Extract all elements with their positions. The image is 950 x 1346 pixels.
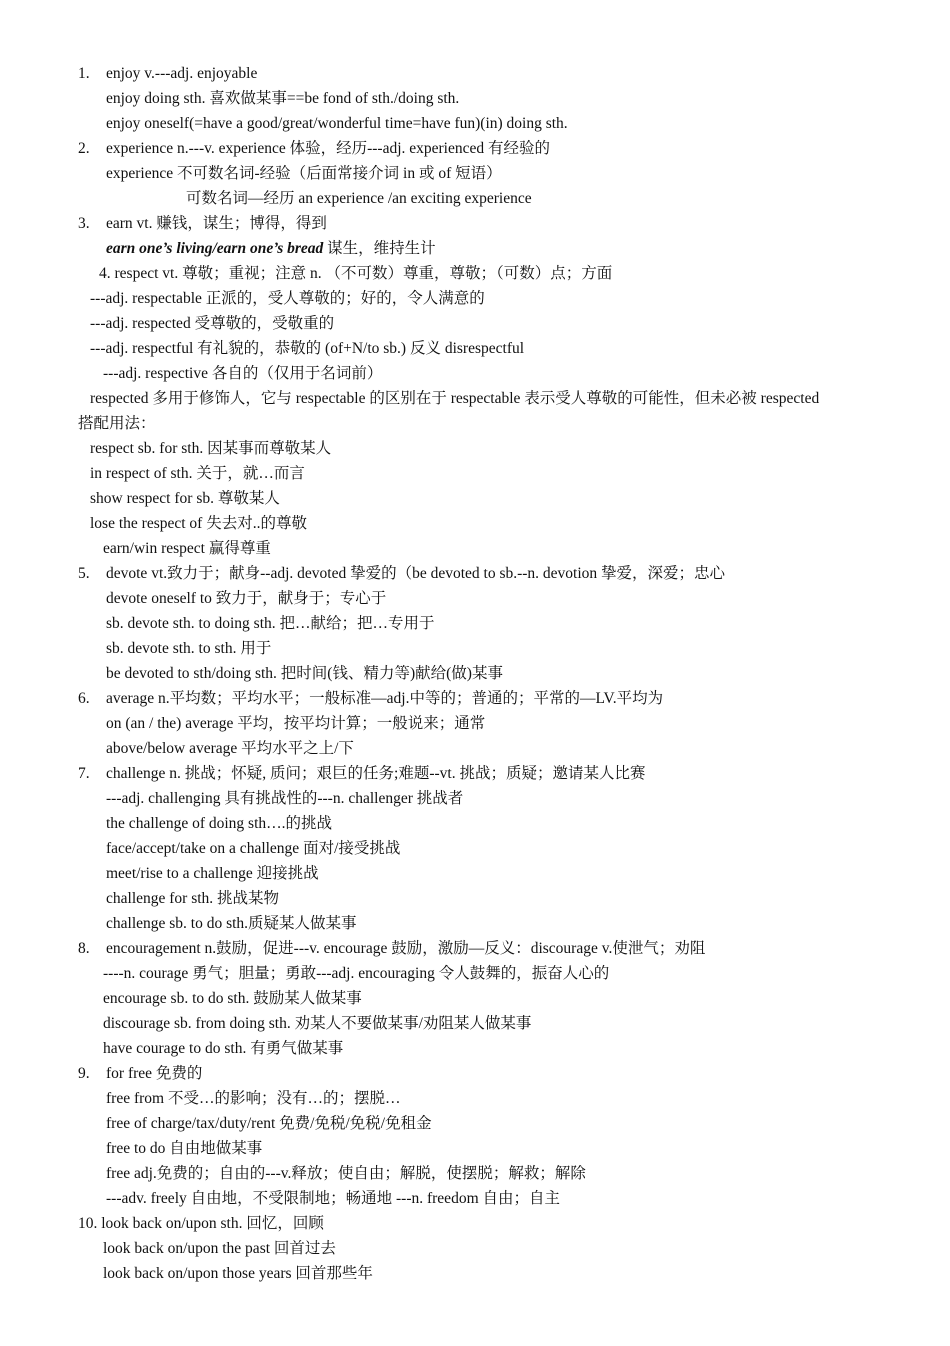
text-line bbox=[0, 736, 950, 761]
line-text: sb. devote sth. to doing sth. 把…献给；把…专用于 bbox=[106, 615, 435, 632]
line-text: respect sb. for sth. 因某事而尊敬某人 bbox=[90, 440, 332, 457]
line-text: earn/win respect 赢得尊重 bbox=[103, 540, 271, 557]
text-line bbox=[0, 411, 950, 436]
line-text: ---adv. freely 自由地，不受限制地；畅通地 ---n. freedom 自由；自主 bbox=[106, 1190, 560, 1207]
text-line bbox=[0, 161, 950, 186]
line-text: enjoy oneself(=have a good/great/wonderful time=have fun)(in) doing sth. bbox=[106, 115, 568, 132]
line-text: ---adj. respectful 有礼貌的，恭敬的 (of+N/to sb.) 反义 disrespectful bbox=[90, 340, 525, 357]
line-text: enjoy doing sth. 喜欢做某事==be fond of sth./doing sth. bbox=[106, 90, 460, 107]
line-text: look back on/upon the past 回首过去 bbox=[103, 1240, 336, 1257]
text-line bbox=[0, 1236, 950, 1261]
text-line bbox=[0, 1161, 950, 1186]
text-line bbox=[0, 486, 950, 511]
text-line bbox=[0, 986, 950, 1011]
line-text: encouragement n.鼓励，促进---v. encourage 鼓励，激励—反义：discourage v.使泄气；劝阻 bbox=[106, 940, 706, 957]
text-line bbox=[0, 1261, 950, 1286]
line-text: ---adj. challenging 具有挑战性的---n. challenger 挑战者 bbox=[106, 790, 464, 807]
line-text: challenge for sth. 挑战某物 bbox=[106, 890, 280, 907]
line-text: encourage sb. to do sth. 鼓励某人做某事 bbox=[103, 990, 362, 1007]
item-number: 3. bbox=[78, 215, 90, 232]
text-line bbox=[0, 286, 950, 311]
line-text: free to do 自由地做某事 bbox=[106, 1140, 263, 1157]
text-line bbox=[0, 961, 950, 986]
emphasized-phrase: earn one’s living/earn one’s bread bbox=[106, 240, 324, 257]
line-text: the challenge of doing sth….的挑战 bbox=[106, 815, 332, 832]
text-line bbox=[0, 861, 950, 886]
text-line bbox=[0, 111, 950, 136]
line-text: enjoy v.---adj. enjoyable bbox=[106, 65, 258, 82]
line-text bbox=[106, 236, 436, 261]
line-text: devote vt.致力于；献身--adj. devoted 挚爱的（be devoted to sb.--n. devotion 挚爱，深爱；忠心 bbox=[106, 565, 726, 582]
text-line bbox=[0, 1211, 950, 1236]
line-text: sb. devote sth. to sth. 用于 bbox=[106, 640, 272, 657]
text-line bbox=[0, 636, 950, 661]
line-text: lose the respect of 失去对..的尊敬 bbox=[90, 515, 307, 532]
line-text: ---adj. respectable 正派的，受人尊敬的；好的，令人满意的 bbox=[90, 290, 485, 307]
line-text: look back on/upon those years 回首那些年 bbox=[103, 1265, 373, 1282]
line-text: earn vt. 赚钱，谋生；博得，得到 bbox=[106, 215, 327, 232]
line-text: be devoted to sth/doing sth. 把时间(钱、精力等)献给(做)某事 bbox=[106, 665, 503, 682]
text-line bbox=[0, 136, 950, 161]
text-line bbox=[0, 586, 950, 611]
text-line bbox=[0, 1036, 950, 1061]
line-text: devote oneself to 致力于，献身于；专心于 bbox=[106, 590, 387, 607]
line-text: discourage sb. from doing sth. 劝某人不要做某事/劝阻某人做某事 bbox=[103, 1015, 532, 1032]
line-text: 可数名词—经历 an experience /an exciting experience bbox=[186, 190, 532, 207]
line-text: free from 不受…的影响；没有…的；摆脱… bbox=[106, 1090, 401, 1107]
line-text: ----n. courage 勇气；胆量；勇敢---adj. encouraging 令人鼓舞的，振奋人心的 bbox=[103, 965, 610, 982]
line-text: 4. respect vt. 尊敬；重视；注意 n. （不可数）尊重，尊敬；（可数）点；方面 bbox=[99, 265, 613, 282]
item-number: 2. bbox=[78, 140, 90, 157]
text-line bbox=[0, 1011, 950, 1036]
line-text: face/accept/take on a challenge 面对/接受挑战 bbox=[106, 840, 401, 857]
text-line bbox=[0, 386, 950, 411]
line-text: on (an / the) average 平均，按平均计算；一般说来；通常 bbox=[106, 715, 486, 732]
text-line bbox=[0, 561, 950, 586]
line-text: experience 不可数名词-经验（后面常接介词 in 或 of 短语） bbox=[106, 165, 502, 182]
line-text: average n.平均数；平均水平；一般标准—adj.中等的；普通的；平常的—LV.平均为 bbox=[106, 690, 664, 707]
item-number: 5. bbox=[78, 565, 90, 582]
line-text: challenge n. 挑战；怀疑, 质问；艰巨的任务;难题--vt. 挑战；质疑；邀请某人比赛 bbox=[106, 765, 646, 782]
text-line bbox=[0, 1086, 950, 1111]
text-line bbox=[0, 886, 950, 911]
text-line bbox=[0, 336, 950, 361]
text-line bbox=[0, 211, 950, 236]
text-line bbox=[0, 436, 950, 461]
text-line bbox=[0, 236, 950, 261]
text-line bbox=[0, 461, 950, 486]
text-line bbox=[0, 936, 950, 961]
text-line bbox=[0, 811, 950, 836]
line-text: challenge sb. to do sth.质疑某人做某事 bbox=[106, 915, 357, 932]
item-number: 8. bbox=[78, 940, 90, 957]
item-number: 9. bbox=[78, 1065, 90, 1082]
line-text: in respect of sth. 关于，就…而言 bbox=[90, 465, 305, 482]
line-text: have courage to do sth. 有勇气做某事 bbox=[103, 1040, 344, 1057]
text-line bbox=[0, 661, 950, 686]
document-body bbox=[0, 61, 950, 1286]
phrase-meaning: 谋生，维持生计 bbox=[323, 240, 436, 257]
line-text: ---adj. respected 受尊敬的，受敬重的 bbox=[90, 315, 335, 332]
item-number: 1. bbox=[78, 65, 90, 82]
line-text: 10. look back on/upon sth. 回忆，回顾 bbox=[78, 1215, 324, 1232]
text-line bbox=[0, 1061, 950, 1086]
line-text: respected 多用于修饰人，它与 respectable 的区别在于 respectable 表示受人尊敬的可能性，但未必被 respected bbox=[90, 390, 820, 407]
text-line bbox=[0, 361, 950, 386]
text-line bbox=[0, 261, 950, 286]
text-line bbox=[0, 1111, 950, 1136]
line-text: experience n.---v. experience 体验，经历---adj. experienced 有经验的 bbox=[106, 140, 550, 157]
text-line bbox=[0, 686, 950, 711]
line-text: show respect for sb. 尊敬某人 bbox=[90, 490, 280, 507]
line-text: 搭配用法： bbox=[78, 415, 156, 432]
line-text: ---adj. respective 各自的（仅用于名词前） bbox=[103, 365, 383, 382]
text-line bbox=[0, 836, 950, 861]
text-line bbox=[0, 786, 950, 811]
text-line bbox=[0, 611, 950, 636]
text-line bbox=[0, 61, 950, 86]
line-text: above/below average 平均水平之上/下 bbox=[106, 740, 354, 757]
line-text: for free 免费的 bbox=[106, 1065, 203, 1082]
text-line bbox=[0, 186, 950, 211]
text-line bbox=[0, 761, 950, 786]
item-number: 7. bbox=[78, 765, 90, 782]
text-line bbox=[0, 911, 950, 936]
text-line bbox=[0, 511, 950, 536]
text-line bbox=[0, 536, 950, 561]
item-number: 6. bbox=[78, 690, 90, 707]
text-line bbox=[0, 1136, 950, 1161]
line-text: meet/rise to a challenge 迎接挑战 bbox=[106, 865, 319, 882]
text-line bbox=[0, 311, 950, 336]
line-text: free adj.免费的；自由的---v.释放；使自由；解脱，使摆脱；解救；解除 bbox=[106, 1165, 586, 1182]
line-text: free of charge/tax/duty/rent 免费/免税/免税/免租金 bbox=[106, 1115, 432, 1132]
text-line bbox=[0, 86, 950, 111]
text-line bbox=[0, 1186, 950, 1211]
text-line bbox=[0, 711, 950, 736]
